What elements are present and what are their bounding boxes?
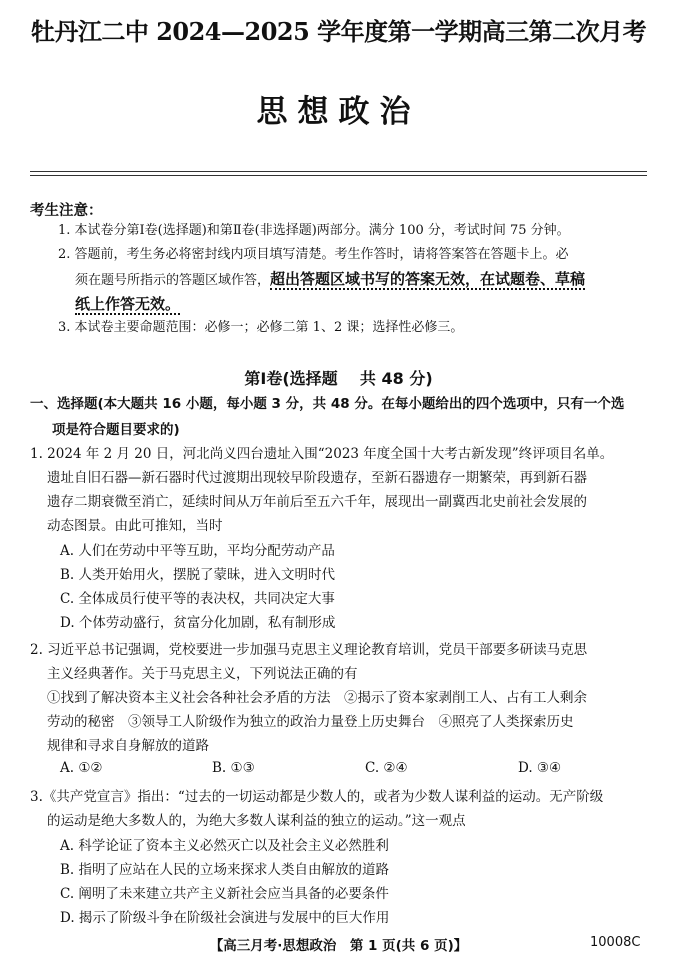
question-1-option-a: A. 人们在劳动中平等互助，平均分配劳动产品 — [60, 543, 335, 559]
question-2-option-d: D. ③④ — [518, 760, 562, 776]
question-2-statement-line: ①找到了解决资本主义社会各种社会矛盾的方法 ②揭示了资本家剥削工人、占有工人剩余 — [47, 690, 587, 706]
question-1-stem-line: 动态图景。由此可推知，当时 — [47, 518, 223, 534]
notice-item-1: 1. 本试卷分第Ⅰ卷(选择题)和第Ⅱ卷(非选择题)两部分。满分 100 分，考试时间 75 分钟。 — [58, 223, 570, 238]
question-2-option-b: B. ①③ — [212, 760, 255, 776]
question-3-option-c: C. 阐明了未来建立共产主义新社会应当具备的必要条件 — [60, 886, 389, 902]
section-title: 第Ⅰ卷(选择题 共 48 分) — [244, 369, 433, 388]
exam-title: 牡丹江二中 2024—2025 学年度第一学期高三第二次月考 — [30, 17, 647, 46]
subject-title: 思想政治 — [256, 94, 421, 130]
notice-item-2-line-2 — [75, 267, 675, 293]
question-1-stem-line: 遗存二期衰微至消亡，延续时间从万年前后至五六千年，展现出一副冀西北史前社会发展的 — [47, 494, 587, 510]
question-2-option-c: C. ②④ — [365, 760, 408, 776]
notice-item-2-line-3 — [75, 292, 675, 318]
question-2-statement-line: 劳动的秘密 ③领导工人阶级作为独立的政治力量登上历史舞台 ④照亮了人类探索历史 — [47, 714, 574, 730]
section-instructions-line-2: 项是符合题目要求的) — [52, 422, 180, 438]
question-3-option-b: B. 指明了应站在人民的立场来探求人类自由解放的道路 — [60, 862, 390, 878]
notice-item-2-text: 须在题号所指示的答题区域作答， — [75, 273, 271, 288]
question-2-statement-line: 规律和寻求自身解放的道路 — [47, 738, 209, 754]
notice-heading: 考生注意： — [30, 203, 103, 219]
question-2-stem-line: 2. 习近平总书记强调，党校要进一步加强马克思主义理论教育培训，党员干部要多研读马克思 — [30, 642, 588, 658]
question-3-stem-line: 的运动是绝大多数人的，为绝大多数人谋利益的独立的运动。”这一观点 — [47, 813, 466, 829]
question-3-option-a: A. 科学论证了资本主义必然灭亡以及社会主义必然胜利 — [60, 838, 389, 854]
question-2-options — [60, 760, 620, 784]
question-3-stem-line: 3.《共产党宣言》指出：“过去的一切运动都是少数人的，或者为少数人谋利益的运动。无产阶级 — [30, 789, 604, 805]
question-1-stem-line: 遗址自旧石器—新石器时代过渡期出现较早阶段遗存，至新石器遗存一期繁荣，再到新石器 — [47, 470, 587, 486]
header-divider — [30, 171, 647, 172]
notice-item-2-line-1: 2. 答题前，考生务必将密封线内项目填写清楚。考生作答时，请将答案答在答题卡上。必 — [58, 247, 569, 262]
question-1-stem-line: 1. 2024 年 2 月 20 日，河北尚义四台遗址入围“2023 年度全国十大考古新发现”终评项目名单。 — [30, 446, 614, 462]
paper-code: 10008C — [590, 935, 641, 950]
notice-emphasis-end: 纸上作答无效。 — [75, 295, 181, 313]
question-1-option-d: D. 个体劳动盛行，贫富分化加剧，私有制形成 — [60, 615, 336, 631]
question-2-stem-line: 主义经典著作。关于马克思主义，下列说法正确的有 — [47, 666, 358, 682]
notice-emphasis: 超出答题区域书写的答案无效，在试题卷、草稿 — [270, 270, 586, 288]
section-instructions-line-1: 一、选择题(本大题共 16 小题，每小题 3 分，共 48 分。在每小题给出的四个选项中，只有一个选 — [30, 396, 625, 412]
page-footer: 【高三月考·思想政治 第 1 页(共 6 页)】 — [209, 938, 468, 954]
question-1-option-c: C. 全体成员行使平等的表决权，共同决定大事 — [60, 591, 335, 607]
header-divider-second — [30, 175, 647, 176]
question-1-option-b: B. 人类开始用火，摆脱了蒙昧，进入文明时代 — [60, 567, 336, 583]
notice-item-3: 3. 本试卷主要命题范围：必修一；必修二第 1、2 课；选择性必修三。 — [58, 320, 464, 335]
question-2-option-a: A. ①② — [60, 760, 103, 776]
question-3-option-d: D. 揭示了阶级斗争在阶级社会演进与发展中的巨大作用 — [60, 910, 390, 926]
